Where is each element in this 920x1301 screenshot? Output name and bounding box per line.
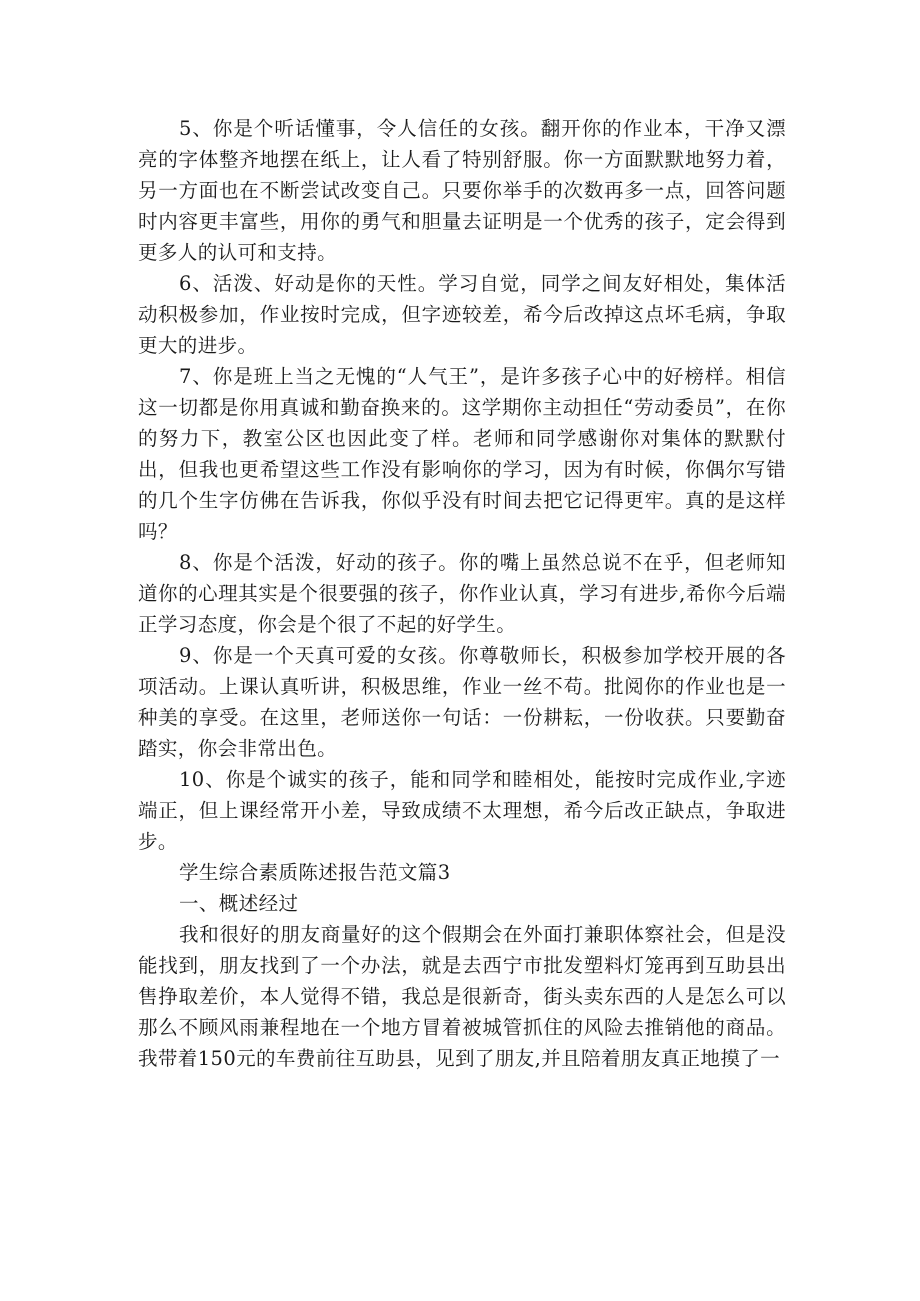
paragraph-8: 8、你是个活泼，好动的孩子。你的嘴上虽然总说不在乎，但老师知道你的心理其实是个很要强的孩子，你作业认真，学习有进步,希你今后端正学习态度，你会是个很了不起的好学生。	[138, 551, 786, 636]
paragraph-5: 5、你是个听话懂事，令人信任的女孩。翻开你的作业本，干净又漂亮的字体整齐地摆在纸上，让人看了特别舒服。你一方面默默地努力着，另一方面也在不断尝试改变自己。只要你举手的次数再多一点，回答问题时内容更丰富些，用你的勇气和胆量去证明是一个优秀的孩子，定会得到更多人的认可和支持。	[138, 117, 786, 264]
subsection-title: 一、概述经过	[179, 892, 299, 915]
document-page	[138, 113, 786, 1074]
paragraph-7: 7、你是班上当之无愧的“人气王”，是许多孩子心中的好榜样。相信这一切都是你用真诚和勤奋换来的。这学期你主动担任“劳动委员”，在你的努力下，教室公区也因此变了样。老师和同学感谢你对集体的默默付出，但我也更希望这些工作没有影响你的学习，因为有时候，你偶尔写错的几个生字仿佛在告诉我，你似乎没有时间去把它记得更牢。真的是这样吗？	[138, 365, 786, 543]
section-title: 学生综合素质陈述报告范文篇3	[179, 861, 451, 884]
paragraph-6: 6、活泼、好动是你的天性。学习自觉，同学之间友好相处，集体活动积极参加，作业按时完成，但字迹较差，希今后改掉这点坏毛病，争取更大的进步。	[138, 272, 786, 357]
overview-paragraph: 我和很好的朋友商量好的这个假期会在外面打兼职体察社会，但是没能找到，朋友找到了一个办法，就是去西宁市批发塑料灯笼再到互助县出售挣取差价，本人觉得不错，我总是很新奇，街头卖东西的人是怎么可以那么不顾风雨兼程地在一个地方冒着被城管抓住的风险去推销他的商品。我带着150元的车费前往互助县，见到了朋友,并且陪着朋友真正地摸了一	[138, 923, 786, 1070]
paragraph-9: 9、你是一个天真可爱的女孩。你尊敬师长，积极参加学校开展的各项活动。上课认真听讲，积极思维，作业一丝不苟。批阅你的作业也是一种美的享受。在这里，老师送你一句话：一份耕耘，一份收获。只要勤奋踏实，你会非常出色。	[138, 644, 786, 760]
paragraph-10: 10、你是个诚实的孩子，能和同学和睦相处，能按时完成作业,字迹端正，但上课经常开小差，导致成绩不太理想，希今后改正缺点，争取进步。	[138, 768, 786, 853]
